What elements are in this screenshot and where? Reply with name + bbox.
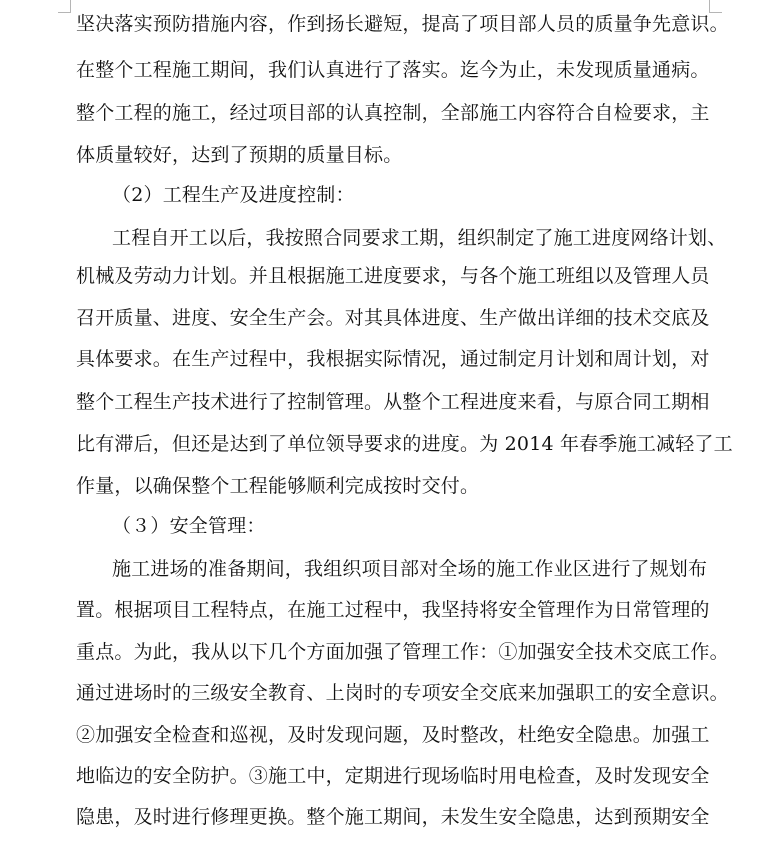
text-line: 地临边的安全防护。③施工中，定期进行现场临时用电检查，及时发现安全	[76, 765, 710, 787]
text-line: 机械及劳动力计划。并且根据施工进度要求，与各个施工班组以及管理人员	[76, 265, 710, 287]
text-line: 置。根据项目工程特点，在施工过程中，我坚持将安全管理作为日常管理的	[76, 599, 710, 621]
text-line: 作量，以确保整个工程能够顺利完成按时交付。	[76, 475, 480, 497]
page-corner-mark-left	[58, 0, 71, 13]
text-line: 施工进场的准备期间，我组织项目部对全场的施工作业区进行了规划布	[112, 558, 708, 580]
text-line: 具体要求。在生产过程中，我根据实际情况，通过制定月计划和周计划，对	[76, 348, 710, 370]
text-line: 隐患，及时进行修理更换。整个施工期间，未发生安全隐患，达到预期安全	[76, 806, 710, 828]
text-line: 体质量较好，达到了预期的质量目标。	[76, 144, 403, 166]
section-heading: （2）工程生产及进度控制：	[112, 184, 355, 206]
text-line: 召开质量、进度、安全生产会。对其具体进度、生产做出详细的技术交底及	[76, 307, 710, 329]
section-heading: （３）安全管理：	[112, 515, 266, 537]
text-line: 工程自开工以后，我按照合同要求工期，组织制定了施工进度网络计划、	[112, 227, 727, 249]
text-line: 整个工程生产技术进行了控制管理。从整个工程进度来看，与原合同工期相	[76, 391, 710, 413]
text-line: 在整个工程施工期间，我们认真进行了落实。迄今为止，未发现质量通病。	[76, 59, 710, 81]
text-line: 坚决落实预防措施内容，作到扬长避短，提高了项目部人员的质量争先意识。	[76, 13, 729, 35]
text-line: 整个工程的施工，经过项目部的认真控制，全部施工内容符合自检要求，主	[76, 102, 710, 124]
text-line: 重点。为此，我从以下几个方面加强了管理工作：①加强安全技术交底工作。	[76, 641, 729, 663]
text-line: ②加强安全检查和巡视，及时发现问题，及时整改，杜绝安全隐患。加强工	[76, 724, 710, 746]
text-line: 通过进场时的三级安全教育、上岗时的专项安全交底来加强职工的安全意识。	[76, 682, 729, 704]
text-line: 比有滞后，但还是达到了单位领导要求的进度。为 2014 年春季施工减轻了工	[76, 433, 733, 455]
